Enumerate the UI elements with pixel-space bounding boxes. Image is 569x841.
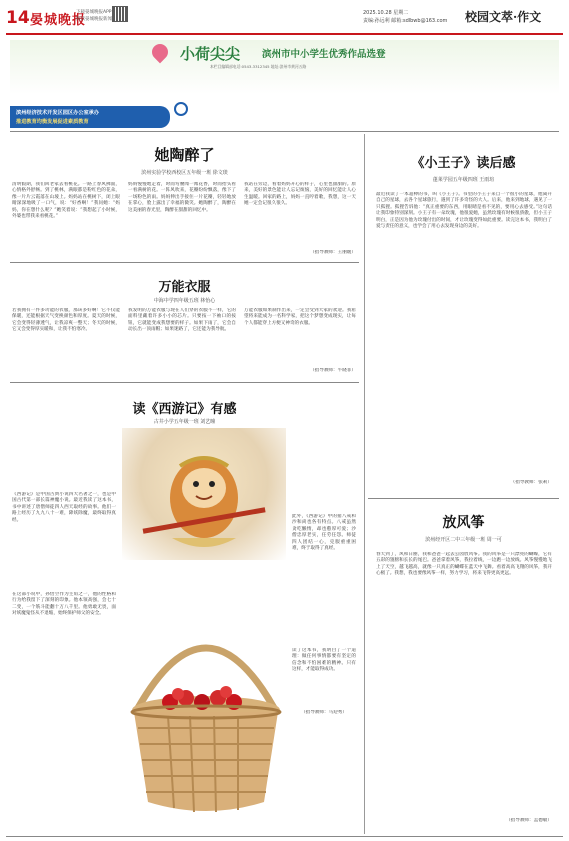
article-col-1: 《西游记》是中国古典小说四大名著之一，也是中国古代第一部长篇神魔小说。最近我读了这本书，书中讲述了唐僧师徒四人西天取经的故事。他们一路上经历了九九八十一难，降妖除魔，最终取得真经。 bbox=[12, 492, 116, 523]
article-byline: 中海中学四年级五班 林怡心 bbox=[153, 298, 216, 304]
lotus-icon bbox=[149, 41, 172, 64]
article-title: 万能衣服 bbox=[158, 280, 211, 295]
masthead-rule bbox=[6, 33, 563, 35]
article-title: 读《西游记》有感 bbox=[132, 402, 237, 417]
article-col-4: 读了这本书，我明白了一个道理：做任何事情都要有坚定的信念和不怕困难的精神。只有这样，才能取得成功。 bbox=[292, 648, 356, 673]
article-col-2: 我发明的万能衣服与现在人们穿的衣服不一样，它的面料里藏着许多小小的芯片。只要按一下袖口的按钮，它就能变成我想要的样子。如果下雨了，它会自动长出一顶雨帽；如果迷路了，它还能为我导航。 bbox=[128, 308, 236, 333]
divider-3 bbox=[368, 498, 559, 499]
article-body: 最近我读了一本超棒的书，叫《小王子》。书里的小王子来自一个很小的星球，他离开自己的星球，去各个星球旅行，遇到了许多奇怪的大人。后来，他来到地球，遇见了一只狐狸。狐狸告诉他：“真正重要的东西，用眼睛是看不见的，要用心去感受。”这句话让我印象特别深刻。小王子有一朵玫瑰，他很爱她，虽然玫瑰有时候很骄傲，但小王子明白，正是因为他为玫瑰付出的时间，才让玫瑰变得如此重要。读完这本书，我明白了爱与责任的意义，也学会了用心去发现身边的美好。 bbox=[376, 192, 552, 230]
monkey-king-icon bbox=[122, 428, 286, 560]
banner-title: 小荷尖尖 bbox=[180, 45, 241, 63]
article-byline: 滨州实验学校西校区五年级一班 徐文琰 bbox=[141, 170, 228, 176]
article-byline: 蓬莱学园五年级四班 王雨瑄 bbox=[432, 177, 495, 183]
issue-date: 2025.10.28 星期二 bbox=[363, 10, 409, 16]
article-title: 放风筝 bbox=[442, 515, 485, 531]
article-little-prince bbox=[368, 134, 559, 496]
banner-subtitle: 滨州市中小学生优秀作品选登 bbox=[262, 49, 386, 60]
article-col-2: 在这部小说中，孙悟空作为主角之一，他的性格和行为给我留下了深刻的印象。他本领高强，会七十二变，一个筋斗能翻十万八千里。他勇敢无畏，面对妖魔鬼怪从不退缩，始终保护师父的安全。 bbox=[12, 592, 116, 617]
article-col-1: 清明假期，我们回老家去看桃花。一路上春风拂面，心情格外舒畅。到了桃林，满眼都是粉红色的花朵，像一片片云霞落在山坡上。妈妈站在桃树下，闭上眼睛深深地吸了一口气，说：“好香啊！”我问她：“妈妈，你在想什么呢？”她笑着说：“我想起了小时候，外婆也带我来看桃花。” bbox=[12, 182, 120, 220]
article-teacher: （指导教师：马迎秀） bbox=[301, 710, 347, 715]
article-col-3: 万能衣服如果制作出来，一定会受到大家的欢迎。我希望将来能成为一名科学家，把这个梦想变成现实，让每个人都能穿上方便又神奇的衣服。 bbox=[244, 308, 356, 326]
divider-2 bbox=[10, 382, 359, 383]
article-teacher: （指导教师：孟德敏） bbox=[506, 818, 552, 823]
article-title: 她陶醉了 bbox=[154, 146, 215, 164]
article-fly-kite bbox=[368, 500, 559, 834]
sponsor-line-2: 推进教育均衡发展促进素质教育 bbox=[16, 119, 89, 125]
banner-contact: 本栏目编辑部电话:0543-3312345 地址:滨州市黄河五路 bbox=[210, 64, 307, 69]
app-promo-bottom: 阅读晏城晚报新闻 bbox=[76, 17, 112, 22]
article-col-3: 我站在旁边，看着妈妈开心的样子，心里也甜甜的。原来，美好的景色能让人忘记烦恼，美好的回忆能让人心生温暖。回家的路上，妈妈一直哼着歌，我想，这一天她一定会记很久很久。 bbox=[244, 182, 356, 207]
page-bottom-rule bbox=[6, 836, 563, 837]
section-title: 校园文萃·作文 bbox=[465, 10, 542, 24]
monkey-king-illustration bbox=[122, 428, 286, 560]
sponsor-line-1: 滨州经济技术开发区园区办公室承办 bbox=[16, 110, 100, 116]
school-logo-icon bbox=[174, 102, 188, 116]
article-journey-west bbox=[10, 384, 359, 834]
article-byline: 古井小学五年级一班 刘艺曈 bbox=[153, 419, 216, 425]
column-banner bbox=[10, 40, 559, 130]
paper-name: 晏城晚报 bbox=[30, 13, 87, 28]
editor-info: 责编:孙远利 邮箱:sdlbwb@163.com bbox=[363, 18, 448, 24]
column-divider bbox=[364, 134, 365, 834]
article-col-1: 若我拥有一件多功能的衣服，那该多好啊！它不仅能保暖，还能根据天气变换颜色和厚度。夏天的时候，它会变得轻薄透气，让我凉爽一整天；冬天的时候，它又会变得厚实暖和，让我不怕寒冷。 bbox=[12, 308, 120, 333]
article-col-2: 妈妈慢慢地走着，时而弯腰闻一闻花香，时而抬头看一看满树的花。一阵风吹来，花瓣纷纷飘落，像下了一场粉色的雨。妈妈伸出手接住一片花瓣，轻轻地放在掌心，脸上露出了幸福的微笑。她陶醉了，陶醉在这美丽的春光里，陶醉在甜甜的回忆中。 bbox=[128, 182, 236, 213]
article-universal-clothes bbox=[10, 264, 359, 380]
article-teacher: （指导教师：牛晓菲） bbox=[310, 368, 356, 373]
article-teacher: （指导教师：王丽媛） bbox=[310, 250, 356, 255]
article-teacher: （指导教师：张莉） bbox=[510, 480, 552, 485]
divider-1 bbox=[10, 262, 359, 263]
article-her-intoxicated bbox=[10, 132, 359, 260]
qr-code-icon bbox=[112, 6, 128, 22]
sponsor-badge bbox=[10, 106, 170, 128]
article-col-3: 此外，《西游记》中的猪八戒和沙和尚也各有特点。八戒虽然贪吃懒惰，却也憨厚可爱；沙僧忠厚老实，任劳任怨。师徒四人团结一心，克服重重困难，终于取得了真经。 bbox=[292, 514, 356, 552]
page-number: 14 bbox=[6, 8, 30, 28]
article-body: 春天到了，风和日丽，我和爸爸一起去公园放风筝。我的风筝是一只漂亮的蝴蝶，它有五彩的翅膀和长长的尾巴。爸爸拿着风筝，我拉着线，一边跑一边放线。风筝慢慢地飞上了天空，越飞越高，就像一只真正的蝴蝶在蓝天中飞舞。看着高高飞翔的风筝，我开心极了。我想，我也要像风筝一样，努力学习，将来飞得更高更远。 bbox=[376, 552, 552, 577]
masthead bbox=[0, 0, 569, 40]
fruit-basket-illustration bbox=[118, 598, 294, 824]
basket-icon bbox=[118, 598, 294, 824]
app-promo-top: 下载晏城晚报APP bbox=[76, 10, 112, 15]
article-byline: 滨州经开区二中三年级一班 周一可 bbox=[425, 537, 502, 543]
article-title: 《小王子》读后感 bbox=[411, 156, 516, 171]
